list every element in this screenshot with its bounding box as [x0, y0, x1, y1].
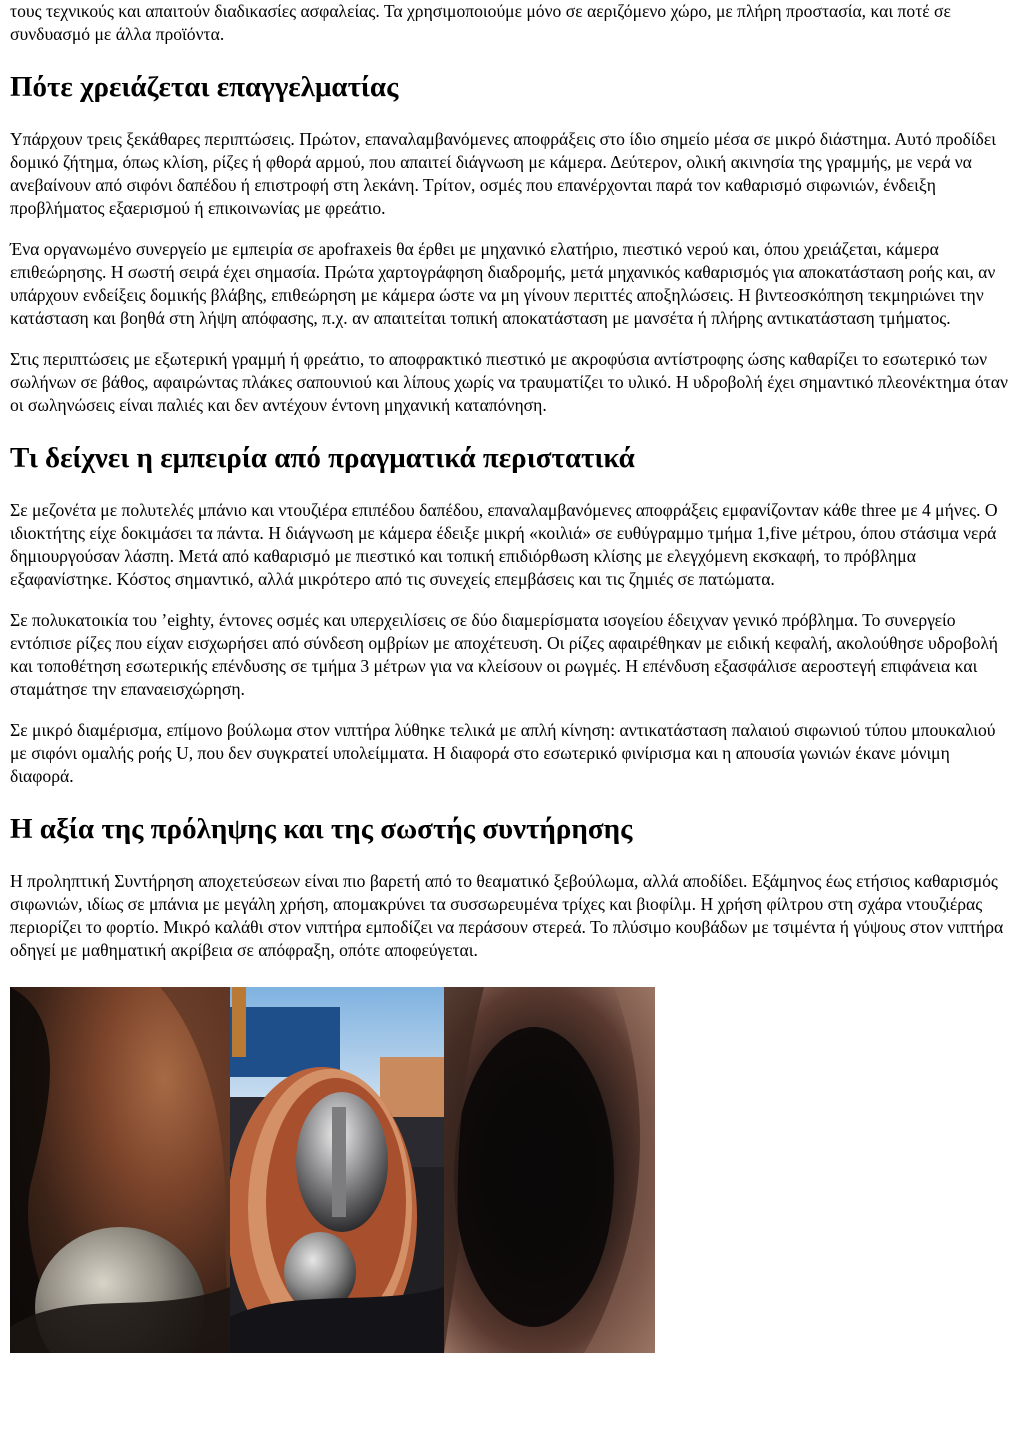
- paragraph: Στις περιπτώσεις με εξωτερική γραμμή ή φρεάτιο, το αποφρακτικό πιεστικό με ακροφύσια αντίστροφης ώσης καθαρίζει το εσωτερικό των σωλήνων σε βάθος, αφαιρώντας πλάκες σαπουνιού και λίπους χωρίς να τραυματίζει το υλικό. Η υδροβολή έχει σημαντικό πλεονέκτημα όταν οι σωληνώσεις είναι παλιές και δεν αντέχουν έντονη μηχανική καταπόνηση.: [10, 349, 1008, 415]
- paragraph: Σε πολυκατοικία του ’eighty, έντονες οσμές και υπερχειλίσεις σε δύο διαμερίσματα ισογείου έδειχναν γενικό πρόβλημα. Το συνεργείο εντόπισε ρίζες που είχαν εισχωρήσει από σύνδεση ομβρίων με αποχέτευση. Οι ρίζες αφαιρέθηκαν με ειδική κεφαλή, ακολούθησε υδροβολή και τοποθέτηση εσωτερικής επένδυσης σε τμήμα 3 μέτρων για να κλείσουν οι ρωγμές. Η επένδυση εξασφάλισε αεροστεγή επιφάνεια και σταμάτησε την επαναεισχώρηση.: [10, 610, 998, 699]
- intro-paragraph: τους τεχνικούς και απαιτούν διαδικασίες ασφαλείας. Τα χρησιμοποιούμε μόνο σε αεριζόμενο χώρο, με πλήρη προστασία, και ποτέ σε συνδυασμό με άλλα προϊόντα.: [10, 1, 951, 44]
- pipe-nozzle-graphic: [230, 987, 444, 1353]
- pipe-nozzle-panel-center: [230, 987, 444, 1353]
- pipe-interior-left-graphic: [10, 987, 230, 1353]
- paragraph: Η προληπτική Συντήρηση αποχετεύσεων είναι πιο βαρετή από το θεαματικό ξεβούλωμα, αλλά αποδίδει. Εξάμηνος έως ετήσιος καθαρισμός σιφωνιών, ιδίως σε μπάνια με μεγάλη χρήση, απομακρύνει τα συσσωρευμένα τρίχες και βιοφίλμ. Η χρήση φίλτρου στη σχάρα ντουζιέρας περιορίζει το φορτίο. Μικρό καλάθι στον νιπτήρα εμποδίζει να περάσουν στερεά. Το πλύσιμο κουβάδων με τσιμέντα ή γύψους στον νιπτήρα οδηγεί με μαθηματική ακρίβεια σε απόφραξη, οπότε αποφεύγεται.: [10, 871, 1004, 960]
- section-heading-prevention: Η αξία της πρόληψης και της σωστής συντήρησης: [10, 813, 633, 845]
- pipe-interior-panel-right: [444, 987, 655, 1353]
- paragraph: Σε μικρό διαμέρισμα, επίμονο βούλωμα στον νιπτήρα λύθηκε τελικά με απλή κίνηση: αντικατάσταση παλαιού σιφωνιού τύπου μπουκαλιού με σιφόνι ομαλής ροής U, που δεν συγκρατεί υπολείμματα. Η διαφορά στο εσωτερικό φινίρισμα και η απουσία γωνιών έκανε μόνιμη διαφορά.: [10, 720, 996, 786]
- paragraph: Υπάρχουν τρεις ξεκάθαρες περιπτώσεις. Πρώτον, επαναλαμβανόμενες αποφράξεις στο ίδιο σημείο μέσα σε μικρό διάστημα. Αυτό προδίδει δομικό ζήτημα, όπως κλίση, ρίζες ή φθορά αρμού, που απαιτεί διάγνωση με κάμερα. Δεύτερον, ολική ακινησία της γραμμής, με νερά να ανεβαίνουν από σιφόνι δαπέδου ή επιστροφή στη λεκάνη. Τρίτον, οσμές που επανέρχονται παρά τον καθαρισμό σιφωνιών, ένδειξη προβλήματος εξαερισμού ή επικοινωνίας με φρεάτιο.: [10, 129, 996, 218]
- paragraph: Ένα οργανωμένο συνεργείο με εμπειρία σε apofraxeis θα έρθει με μηχανικό ελατήριο, πιεστικό νερού και, όπου χρειάζεται, κάμερα επιθεώρησης. Η σωστή σειρά έχει σημασία. Πρώτα χαρτογράφηση διαδρομής, μετά μηχανικός καθαρισμός για αποκατάσταση ροής και, αν υπάρχουν ενδείξεις δομικής βλάβης, επιθεώρηση με κάμερα ώστε να μη γίνουν περιττές αποξηλώσεις. Η βιντεοσκόπηση τεκμηριώνει την κατάσταση και βοηθά στη λήψη απόφασης, π.χ. αν απαιτείται τοπική αποκατάσταση με μανσέτα ή πλήρης αντικατάσταση τμήματος.: [10, 239, 996, 328]
- pipe-interior-right-graphic: [444, 987, 655, 1353]
- section-heading-experience: Τι δείχνει η εμπειρία από πραγματικά περιστατικά: [10, 442, 635, 474]
- paragraph: Σε μεζονέτα με πολυτελές μπάνιο και ντουζιέρα επιπέδου δαπέδου, επαναλαμβανόμενες αποφράξεις εμφανίζονταν κάθε three με 4 μήνες. Ο ιδιοκτήτης είχε δοκιμάσει τα πάντα. Η διάγνωση με κάμερα έδειξε μικρή «κοιλιά» σε ευθύγραμμο τμήμα 1,five μέτρου, όπου στάσιμα νερά δημιουργούσαν λάσπη. Μετά από καθαρισμό με πιεστικό και τοπική επιδιόρθωση κλίσης με ελεγχόμενη εκσκαφή, το πρόβλημα εξαφανίστηκε. Κόστος σημαντικό, αλλά μικρότερο από τις συνεχείς επεμβάσεις και τις ζημιές σε πατώματα.: [10, 500, 998, 589]
- pipe-interior-panel-left: [10, 987, 230, 1353]
- section-heading-professional: Πότε χρειάζεται επαγγελματίας: [10, 71, 399, 103]
- pipe-inspection-image: [10, 987, 655, 1353]
